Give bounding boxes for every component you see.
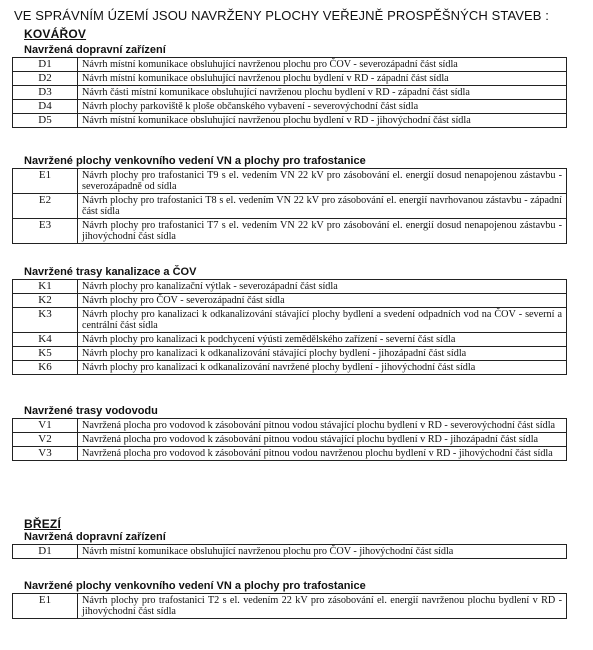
- item-code: D1: [13, 58, 78, 72]
- item-code: V3: [13, 447, 78, 461]
- section-title: Navržená dopravní zařízení: [24, 531, 166, 543]
- item-code: D1: [13, 545, 78, 559]
- place-title-kovarov: KOVÁŘOV: [24, 27, 87, 41]
- section-title: Navržené plochy venkovního vedení VN a plochy pro trafostanice: [24, 155, 366, 167]
- item-description: Navržená plocha pro vodovod k zásobování pitnou vodou navrženou plochu bydlení v RD - jihovýchodní část sídla: [78, 447, 567, 461]
- item-code: D4: [13, 100, 78, 114]
- table-row: [13, 308, 567, 333]
- item-code: E1: [13, 594, 78, 619]
- item-code: K4: [13, 333, 78, 347]
- items-table-brezi-elektro: [12, 593, 567, 619]
- items-table-kovarov-vodovod: [12, 418, 567, 461]
- item-description: Návrh plochy pro kanalizaci k odkanalizování stávající plochy bydlení a svedení odpadních vod na ČOV - severní a centrální část sídla: [78, 308, 567, 333]
- item-code: K2: [13, 294, 78, 308]
- item-code: D5: [13, 114, 78, 128]
- item-description: Navržená plocha pro vodovod k zásobování pitnou vodou stávající plochu bydlení v RD - severovýchodní část sídla: [78, 419, 567, 433]
- place-title-brezi: BŘEZÍ: [24, 517, 61, 531]
- item-code: D3: [13, 86, 78, 100]
- table-row: [13, 114, 567, 128]
- section-title: Navržené plochy venkovního vedení VN a plochy pro trafostanice: [24, 580, 366, 592]
- table-row: [13, 194, 567, 219]
- item-code: K6: [13, 361, 78, 375]
- item-description: Návrh plochy pro trafostanici T9 s el. vedením VN 22 kV pro zásobování el. energií dosud nenapojenou zástavbu - severozápadně od sídla: [78, 169, 567, 194]
- item-description: Návrh plochy pro kanalizaci k podchycení výústi zemědělského zařízení - severní část sídla: [78, 333, 567, 347]
- item-code: K1: [13, 280, 78, 294]
- item-code: K3: [13, 308, 78, 333]
- table-row: [13, 347, 567, 361]
- items-table-brezi-doprava: [12, 544, 567, 559]
- item-description: Návrh místní komunikace obsluhující navrženou plochu pro ČOV - severozápadní část sídla: [78, 58, 567, 72]
- items-table-kovarov-kanalizace: [12, 279, 567, 375]
- table-row: [13, 169, 567, 194]
- item-description: Návrh plochy parkoviště k ploše občanského vybavení - severovýchodní část sídla: [78, 100, 567, 114]
- item-description: Návrh plochy pro kanalizaci k odkanalizování stávající plochy bydlení - jihozápadní část sídla: [78, 347, 567, 361]
- item-code: K5: [13, 347, 78, 361]
- item-description: Návrh plochy pro trafostanici T8 s el. vedením VN 22 kV pro zásobování el. energií navrhovanou zástavbu - západní část sídla: [78, 194, 567, 219]
- item-description: Návrh plochy pro trafostanici T7 s el. vedením VN 22 kV pro zásobování el. energií dosud nenapojenou zástavbu - jihovýchodní část sídla: [78, 219, 567, 244]
- item-code: V2: [13, 433, 78, 447]
- section-title: Navržené trasy vodovodu: [24, 405, 158, 417]
- item-description: Návrh místní komunikace obsluhující navrženou plochu bydlení v RD - západní část sídla: [78, 72, 567, 86]
- table-row: [13, 333, 567, 347]
- item-description: Návrh plochy pro kanalizaci k odkanalizování navržené plochy bydlení - jihovýchodní část sídla: [78, 361, 567, 375]
- table-row: [13, 294, 567, 308]
- item-code: V1: [13, 419, 78, 433]
- table-row: [13, 219, 567, 244]
- table-row: [13, 86, 567, 100]
- items-table-kovarov-elektro: [12, 168, 567, 244]
- table-row: [13, 447, 567, 461]
- item-description: Návrh místní komunikace obsluhující navrženou plochu bydlení v RD - jihovýchodní část sídla: [78, 114, 567, 128]
- item-description: Návrh plochy pro trafostanici T2 s el. vedením 22 kV pro zásobování el. energií navrženou plochu bydlení v RD - jihovýchodní část sídla: [78, 594, 567, 619]
- items-table-kovarov-doprava: [12, 57, 567, 128]
- table-row: [13, 419, 567, 433]
- table-row: [13, 545, 567, 559]
- table-row: [13, 433, 567, 447]
- item-description: Návrh plochy pro kanalizační výtlak - severozápadní část sídla: [78, 280, 567, 294]
- document-heading: VE SPRÁVNÍM ÚZEMÍ JSOU NAVRŽENY PLOCHY VEŘEJNĚ PROSPĚŠNÝCH STAVEB :: [14, 8, 550, 23]
- table-row: [13, 594, 567, 619]
- item-description: Návrh plochy pro ČOV - severozápadní část sídla: [78, 294, 567, 308]
- table-row: [13, 361, 567, 375]
- item-code: D2: [13, 72, 78, 86]
- item-code: E2: [13, 194, 78, 219]
- table-row: [13, 100, 567, 114]
- section-title: Navržené trasy kanalizace a ČOV: [24, 266, 197, 278]
- item-description: Návrh místní komunikace obsluhující navrženou plochu pro ČOV - jihovýchodní část sídla: [78, 545, 567, 559]
- item-code: E1: [13, 169, 78, 194]
- table-row: [13, 72, 567, 86]
- table-row: [13, 280, 567, 294]
- table-row: [13, 58, 567, 72]
- section-title: Navržená dopravní zařízení: [24, 44, 166, 56]
- item-description: Navržená plocha pro vodovod k zásobování pitnou vodou stávající plochu bydlení v RD - jihozápadní část sídla: [78, 433, 567, 447]
- item-description: Návrh části místní komunikace obsluhující navrženou plochu bydlení v RD - západní část sídla: [78, 86, 567, 100]
- item-code: E3: [13, 219, 78, 244]
